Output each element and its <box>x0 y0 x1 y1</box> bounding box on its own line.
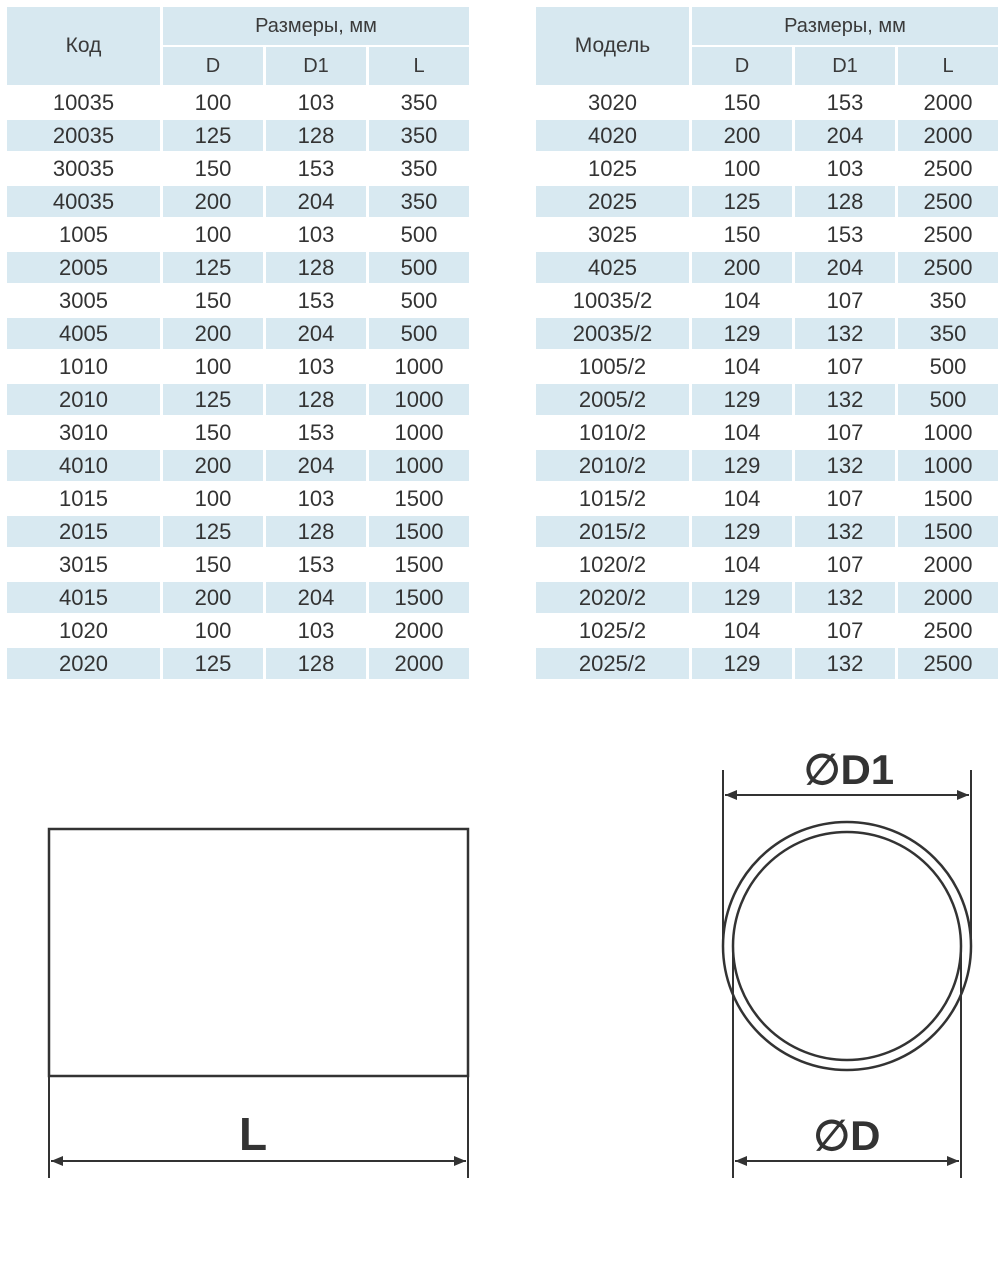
d-cell: 200 <box>163 450 263 481</box>
d-cell: 129 <box>692 648 792 679</box>
code-cell: 4010 <box>7 450 160 481</box>
d-cell: 129 <box>692 318 792 349</box>
outer-circle <box>723 822 971 1070</box>
l-cell: 2000 <box>369 648 469 679</box>
d1-cell: 128 <box>266 252 366 283</box>
dimensions-group-header: Размеры, мм <box>163 7 469 45</box>
code-column-header: Код <box>7 7 160 85</box>
l-cell: 2500 <box>898 186 998 217</box>
l-cell: 1000 <box>369 384 469 415</box>
d-cell: 104 <box>692 351 792 382</box>
l-cell: 500 <box>369 318 469 349</box>
d-cell: 100 <box>163 87 263 118</box>
table-row <box>536 615 998 646</box>
table-row <box>536 516 998 547</box>
d1-cell: 103 <box>266 87 366 118</box>
d1-cell: 128 <box>795 186 895 217</box>
table-row <box>536 582 998 613</box>
d1-cell: 107 <box>795 285 895 316</box>
l-cell: 1500 <box>898 483 998 514</box>
code-cell: 4025 <box>536 252 689 283</box>
d1-cell: 107 <box>795 483 895 514</box>
table-row <box>7 516 469 547</box>
table-row <box>536 87 998 118</box>
table-row <box>7 582 469 613</box>
l-cell: 500 <box>369 219 469 250</box>
dimensions-group-header: Размеры, мм <box>692 7 998 45</box>
d1-column-header: D1 <box>266 47 366 85</box>
d1-cell: 153 <box>266 417 366 448</box>
d-column-header: D <box>163 47 263 85</box>
d1-cell: 204 <box>266 450 366 481</box>
side-view <box>49 829 468 1178</box>
d-cell: 200 <box>692 120 792 151</box>
d-cell: 104 <box>692 615 792 646</box>
table-row <box>536 219 998 250</box>
d-cell: 100 <box>163 219 263 250</box>
technical-drawing <box>0 700 1000 1260</box>
d1-cell: 103 <box>266 351 366 382</box>
table-body-left <box>7 87 469 679</box>
table-row <box>536 351 998 382</box>
d-cell: 125 <box>163 516 263 547</box>
code-cell: 2010 <box>7 384 160 415</box>
code-cell: 2005 <box>7 252 160 283</box>
table-row <box>7 87 469 118</box>
l-cell: 350 <box>369 87 469 118</box>
code-cell: 1015 <box>7 483 160 514</box>
table-row <box>7 384 469 415</box>
l-cell: 1500 <box>369 516 469 547</box>
code-cell: 4015 <box>7 582 160 613</box>
length-label: L <box>238 1108 268 1160</box>
d-cell: 150 <box>163 285 263 316</box>
d1-cell: 107 <box>795 417 895 448</box>
d-cell: 129 <box>692 582 792 613</box>
code-cell: 2015 <box>7 516 160 547</box>
d-cell: 150 <box>163 153 263 184</box>
code-cell: 2010/2 <box>536 450 689 481</box>
l-cell: 1000 <box>898 450 998 481</box>
outer-diameter-label: ∅D1 <box>803 746 895 793</box>
code-cell: 10035/2 <box>536 285 689 316</box>
code-cell: 10035 <box>7 87 160 118</box>
d1-cell: 128 <box>266 648 366 679</box>
d1-cell: 107 <box>795 351 895 382</box>
d-cell: 125 <box>163 648 263 679</box>
d-cell: 200 <box>163 318 263 349</box>
d1-cell: 153 <box>795 219 895 250</box>
duct-side-outline <box>49 829 468 1076</box>
d-cell: 100 <box>163 615 263 646</box>
d1-cell: 132 <box>795 648 895 679</box>
table-row <box>7 120 469 151</box>
code-cell: 40035 <box>7 186 160 217</box>
table-row <box>7 252 469 283</box>
d1-cell: 128 <box>266 120 366 151</box>
d-cell: 104 <box>692 483 792 514</box>
table-row <box>536 153 998 184</box>
l-cell: 2000 <box>369 615 469 646</box>
cross-section-view <box>723 746 971 1178</box>
l-cell: 500 <box>369 285 469 316</box>
table-row <box>536 186 998 217</box>
code-cell: 1005 <box>7 219 160 250</box>
table-row <box>536 384 998 415</box>
d-cell: 200 <box>163 582 263 613</box>
d-cell: 125 <box>163 384 263 415</box>
l-cell: 350 <box>369 186 469 217</box>
d-cell: 200 <box>163 186 263 217</box>
code-cell: 4005 <box>7 318 160 349</box>
table-row <box>536 252 998 283</box>
code-cell: 1025/2 <box>536 615 689 646</box>
d1-cell: 128 <box>266 516 366 547</box>
code-cell: 1010 <box>7 351 160 382</box>
table-row <box>7 450 469 481</box>
code-cell: 1020/2 <box>536 549 689 580</box>
d-cell: 100 <box>163 351 263 382</box>
code-cell: 20035/2 <box>536 318 689 349</box>
d1-cell: 103 <box>795 153 895 184</box>
dimensions-table-left <box>4 5 472 681</box>
d-cell: 150 <box>692 219 792 250</box>
d-cell: 150 <box>692 87 792 118</box>
l-cell: 2500 <box>898 252 998 283</box>
l-cell: 500 <box>898 384 998 415</box>
d1-cell: 107 <box>795 549 895 580</box>
code-cell: 1015/2 <box>536 483 689 514</box>
code-cell: 1005/2 <box>536 351 689 382</box>
d1-cell: 132 <box>795 318 895 349</box>
table-row <box>7 351 469 382</box>
code-cell: 3020 <box>536 87 689 118</box>
l-cell: 1000 <box>369 450 469 481</box>
code-cell: 1025 <box>536 153 689 184</box>
d-cell: 129 <box>692 450 792 481</box>
l-cell: 2500 <box>898 219 998 250</box>
table-row <box>536 483 998 514</box>
l-cell: 2500 <box>898 615 998 646</box>
l-cell: 1500 <box>369 483 469 514</box>
code-cell: 3025 <box>536 219 689 250</box>
code-cell: 3005 <box>7 285 160 316</box>
d1-cell: 103 <box>266 483 366 514</box>
l-cell: 2000 <box>898 582 998 613</box>
d1-cell: 128 <box>266 384 366 415</box>
code-cell: 2025 <box>536 186 689 217</box>
drawing-svg <box>0 700 1000 1260</box>
code-cell: 2020 <box>7 648 160 679</box>
d-cell: 104 <box>692 549 792 580</box>
code-cell: 2005/2 <box>536 384 689 415</box>
d1-column-header: D1 <box>795 47 895 85</box>
l-cell: 350 <box>898 285 998 316</box>
d1-cell: 204 <box>795 120 895 151</box>
d-cell: 125 <box>692 186 792 217</box>
l-column-header: L <box>369 47 469 85</box>
table-row <box>7 318 469 349</box>
table-row <box>7 186 469 217</box>
l-cell: 350 <box>369 153 469 184</box>
l-cell: 350 <box>369 120 469 151</box>
code-cell: 2020/2 <box>536 582 689 613</box>
table-row <box>536 318 998 349</box>
d-cell: 150 <box>163 417 263 448</box>
d1-cell: 153 <box>266 153 366 184</box>
d-cell: 100 <box>163 483 263 514</box>
d1-cell: 204 <box>795 252 895 283</box>
inner-circle <box>733 832 961 1060</box>
code-cell: 1020 <box>7 615 160 646</box>
table-row <box>7 615 469 646</box>
d1-cell: 103 <box>266 219 366 250</box>
l-cell: 350 <box>898 318 998 349</box>
l-cell: 1000 <box>369 417 469 448</box>
d1-cell: 204 <box>266 318 366 349</box>
code-cell: 4020 <box>536 120 689 151</box>
d1-cell: 103 <box>266 615 366 646</box>
d-cell: 129 <box>692 384 792 415</box>
table-row <box>7 417 469 448</box>
d-cell: 125 <box>163 252 263 283</box>
code-cell: 1010/2 <box>536 417 689 448</box>
table-row <box>536 450 998 481</box>
table-row <box>536 120 998 151</box>
l-column-header: L <box>898 47 998 85</box>
l-cell: 1500 <box>898 516 998 547</box>
table-row <box>536 648 998 679</box>
code-cell: 30035 <box>7 153 160 184</box>
table-row <box>7 648 469 679</box>
d1-cell: 153 <box>266 549 366 580</box>
inner-diameter-label: ∅D <box>813 1112 881 1159</box>
l-cell: 2000 <box>898 87 998 118</box>
model-column-header: Модель <box>536 7 689 85</box>
code-cell: 20035 <box>7 120 160 151</box>
table-row <box>7 219 469 250</box>
table-row <box>536 417 998 448</box>
table-row <box>7 549 469 580</box>
d-cell: 104 <box>692 417 792 448</box>
l-cell: 2500 <box>898 153 998 184</box>
l-cell: 500 <box>369 252 469 283</box>
l-cell: 1500 <box>369 582 469 613</box>
d1-cell: 132 <box>795 384 895 415</box>
table-row <box>7 153 469 184</box>
table-row <box>536 549 998 580</box>
d-cell: 200 <box>692 252 792 283</box>
code-cell: 3015 <box>7 549 160 580</box>
table-row <box>7 285 469 316</box>
d1-cell: 153 <box>266 285 366 316</box>
d-cell: 100 <box>692 153 792 184</box>
d-column-header: D <box>692 47 792 85</box>
d1-cell: 204 <box>266 186 366 217</box>
l-cell: 2000 <box>898 549 998 580</box>
l-cell: 1500 <box>369 549 469 580</box>
dimensions-table-right <box>533 5 1000 681</box>
code-cell: 2025/2 <box>536 648 689 679</box>
table-row <box>7 483 469 514</box>
d1-cell: 107 <box>795 615 895 646</box>
d-cell: 125 <box>163 120 263 151</box>
l-cell: 2000 <box>898 120 998 151</box>
code-cell: 3010 <box>7 417 160 448</box>
l-cell: 500 <box>898 351 998 382</box>
d-cell: 150 <box>163 549 263 580</box>
table-row <box>536 285 998 316</box>
d1-cell: 132 <box>795 450 895 481</box>
d1-cell: 204 <box>266 582 366 613</box>
d1-cell: 132 <box>795 582 895 613</box>
l-cell: 1000 <box>369 351 469 382</box>
d1-cell: 132 <box>795 516 895 547</box>
l-cell: 1000 <box>898 417 998 448</box>
code-cell: 2015/2 <box>536 516 689 547</box>
l-cell: 2500 <box>898 648 998 679</box>
d1-cell: 153 <box>795 87 895 118</box>
table-body-right <box>536 87 998 679</box>
d-cell: 129 <box>692 516 792 547</box>
d-cell: 104 <box>692 285 792 316</box>
